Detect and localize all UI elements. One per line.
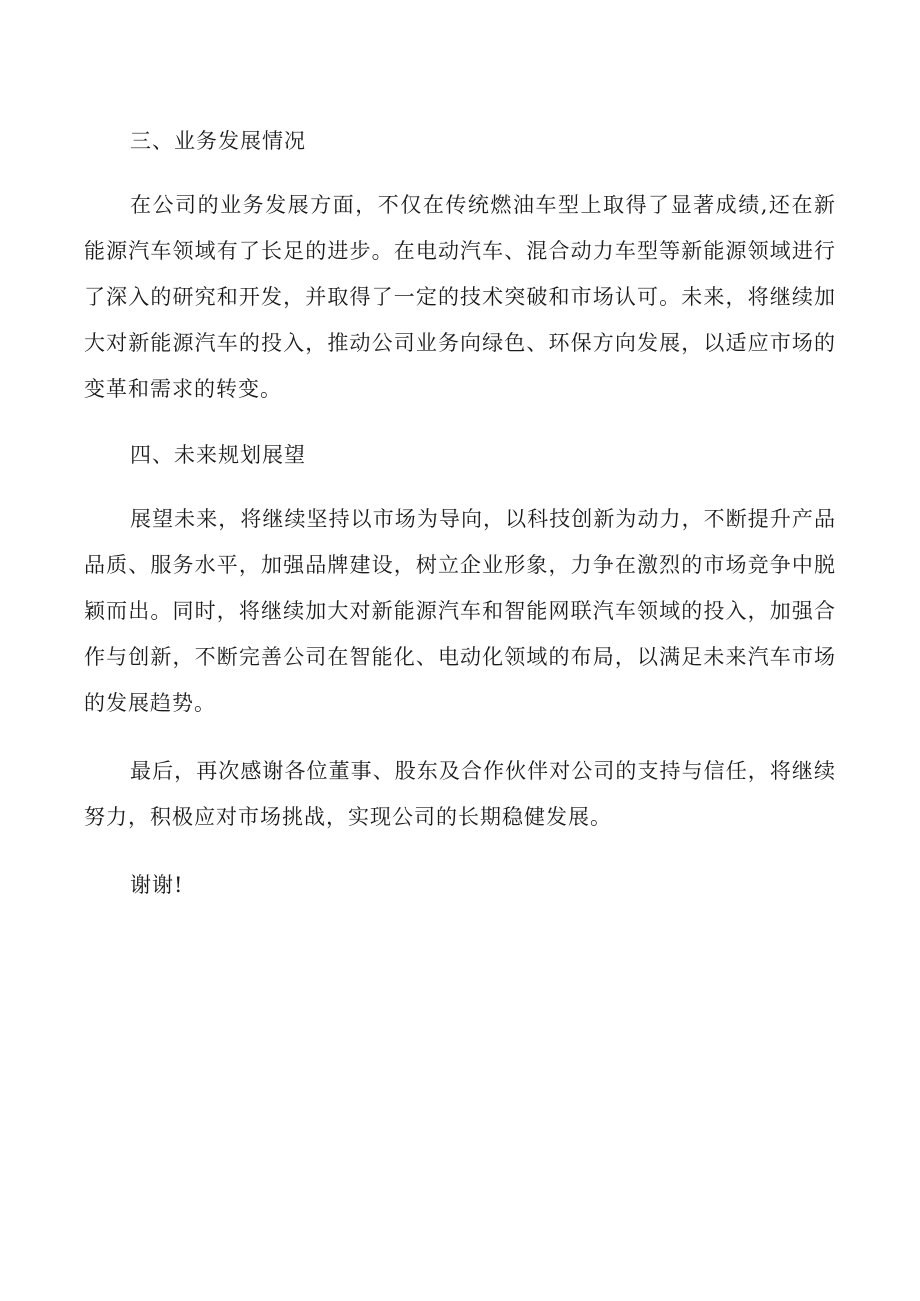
spacer	[84, 412, 836, 432]
section3-heading: 三、业务发展情况	[130, 129, 306, 153]
document-body	[84, 118, 836, 908]
section4-paragraph: 展望未来，将继续坚持以市场为导向，以科技创新为动力，不断提升产品品质、服务水平，加强品牌建设，树立企业形象，力争在激烈的市场竞争中脱颖而出。同时，将继续加大对新能源汽车和智能网联汽车领域的投入，加强合作与创新，不断完善公司在智能化、电动化领域的布局，以满足未来汽车市场的发展趋势。	[84, 507, 836, 715]
thanks-line: 谢谢!	[130, 873, 184, 897]
section4-heading: 四、未来规划展望	[130, 443, 306, 467]
spacer	[84, 478, 836, 496]
spacer	[84, 726, 836, 748]
closing-paragraph: 最后，再次感谢各位董事、股东及合作伙伴对公司的支持与信任，将继续努力，积极应对市场挑战，实现公司的长期稳健发展。	[84, 759, 836, 829]
spacer	[84, 840, 836, 862]
section3-paragraph: 在公司的业务发展方面，不仅在传统燃油车型上取得了显著成绩,还在新能源汽车领域有了长足的进步。在电动汽车、混合动力车型等新能源领域进行了深入的研究和开发，并取得了一定的技术突破和市场认可。未来，将继续加大对新能源汽车的投入，推动公司业务向绿色、环保方向发展，以适应市场的变革和需求的转变。	[84, 193, 836, 401]
spacer	[84, 164, 836, 182]
